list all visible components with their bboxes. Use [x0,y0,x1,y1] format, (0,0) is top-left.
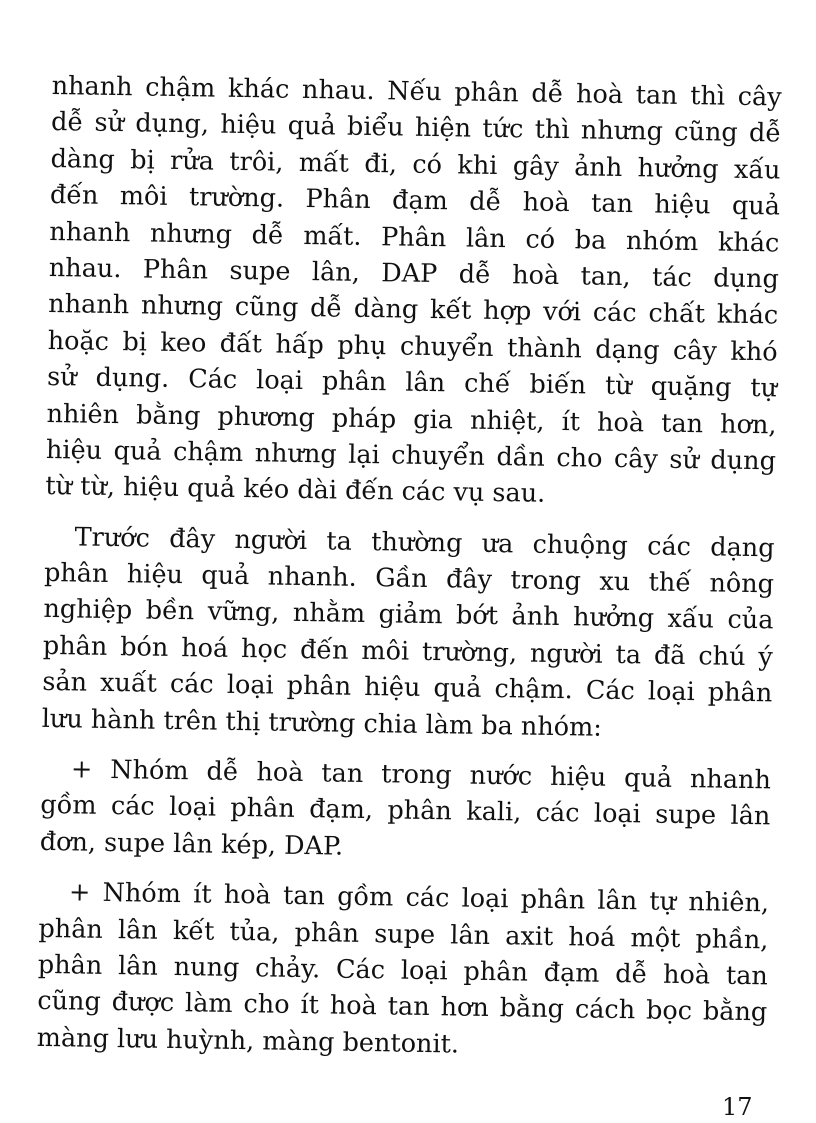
body-text [36,68,782,1081]
text-line: màng lưu huỳnh, màng bentonit. [36,1022,460,1060]
text-line: từ từ, hiệu quả kéo dài đến các vụ sau. [45,471,546,510]
text-line: sử dụng. Các loại phân lân chế biến từ quặng tự [46,362,778,404]
text-line: phân bón hoá học đến môi trường, người ta đã chú ý [42,630,774,673]
text-line: nhau. Phân supe lân, DAP dễ hoà tan, tác dụng [48,252,780,295]
paragraph [45,68,782,516]
text-line: phân lân kết tủa, phân supe lân axit hoá một phần, [38,913,769,955]
paragraph [36,874,769,1067]
text-line: dàng bị rửa trôi, mất đi, có khi gây ảnh hưởng xấu [50,143,781,186]
text-line: nhanh nhưng cũng dễ dàng kết hợp với các chất khác [48,289,779,331]
text-line: nhiên bằng phương pháp gia nhiệt, ít hoà tan hơn, [46,398,777,440]
text-line: hoặc bị keo đất hấp phụ chuyển thành dạng cây khó [47,325,778,368]
text-line: gồm các loại phân đạm, phân kali, các loại supe lân [40,790,771,832]
text-line: phân hiệu quả nhanh. Gần đây trong xu thế nông [43,558,775,600]
text-line: dễ sử dụng, hiệu quả biểu hiện tức thì nhưng cũng dễ [50,107,782,149]
text-line: cũng được làm cho ít hoà tan hơn bằng cách bọc bằng [37,986,768,1028]
text-line: đến môi trường. Phân đạm dễ hoà tan hiệu quả [49,180,781,222]
paragraph [40,751,772,872]
paragraph [41,519,774,749]
page-number: 17 [722,1093,753,1121]
text-line: Trước đây người ta thường ưa chuộng các dạng [74,522,775,564]
text-line: hiệu quả chậm nhưng lại chuyển dần cho cây sử dụng [45,434,777,477]
text-line: + Nhóm ít hoà tan gồm các loại phân lân tự nhiên, [68,877,770,919]
text-line: nhanh chậm khác nhau. Nếu phân dễ hoà tan thì cây [51,70,782,113]
text-line: lưu hành trên thị trường chia làm ba nhóm: [41,703,603,743]
text-line: sản xuất các loại phân hiệu quả chậm. Các loại phân [42,667,773,709]
text-line: nghiệp bền vững, nhằm giảm bớt ảnh hưởng xấu của [43,594,774,636]
text-line: phân lân nung chảy. Các loại phân đạm dễ hoà tan [37,949,769,992]
text-line: nhanh nhưng dễ mất. Phân lân có ba nhóm khác [49,216,780,259]
text-line: + Nhóm dễ hoà tan trong nước hiệu quả nhanh [70,754,772,796]
text-line: đơn, supe lân kép, DAP. [39,826,344,862]
